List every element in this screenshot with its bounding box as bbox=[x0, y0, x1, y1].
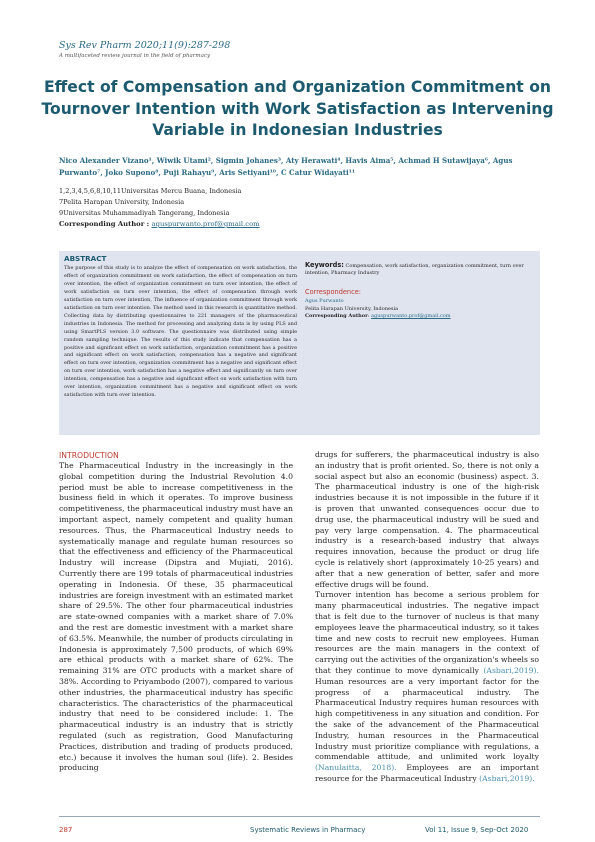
introduction-heading: INTRODUCTION bbox=[59, 451, 119, 460]
abstract-heading: ABSTRACT bbox=[64, 254, 107, 263]
author-list: Nico Alexander Vizano¹, Wiwik Utami², Sigmin Johanes³, Aty Herawati⁴, Havis Aima⁵, Achmad H Sutawijaya⁶, Agus Purwanto⁷, Joko Supono⁸, Puji Rahayu⁹, Aris Setiyani¹⁰, C Catur Widayati¹¹ bbox=[59, 156, 513, 177]
footer-volume: Vol 11, Issue 9, Sep-Oct 2020 bbox=[425, 826, 529, 834]
correspondence-affiliation: Pelita Harapan University, Indonesia bbox=[305, 306, 399, 312]
corresponding-label: Corresponding Author bbox=[59, 220, 145, 228]
paragraph: The Pharmaceutical Industry in the increasingly in the global competition during the Industrial Revolution 4.0 period must be able to increase competitiveness in the business field in which it operates. To improve business competitiveness, the pharmaceutical industry must have an important aspect, namely competent and quality human resources. Thus, the Pharmaceutical Industry needs to systematically manage and regulate human resources so that the effectiveness and efficiency of the Pharmaceutical Industry will increase (Dipstra and Mujiati, 2016). Currently there are 199 totals of pharmaceutical industries operating in Indonesia. Of these, 35 pharmaceutical industries are foreign investment with an estimated market share of 29.5%. The other four pharmaceutical industries are state-owned companies with a market share of 7.0% and the rest are domestic investment with a market share of 63.5%. Meanwhile, the number of products circulating in Indonesia is approximately 7,500 products, of which 69% are ethical products with a market share of 62%. The remaining 31% are OTC products with a market share of 38%. According to Priyambodo (2007), compared to various other industries, the pharmaceutical industry has specific characteristics. The characteristics of the pharmaceutical industry that need to be considered include: 1. The pharmaceutical industry is an industry that is strictly regulated (such as registration, Good Manufacturing Practices, distribution and trading of products produced, etc.) because it involves the human soul (life). 2. Besides producing bbox=[59, 461, 293, 773]
introduction-left-column bbox=[59, 461, 293, 774]
correspondence-email-line: Corresponding Author: aguspurwanto.prof@gmail.com bbox=[305, 313, 451, 319]
correspondence-name: Agus Purwanto bbox=[305, 298, 344, 304]
paragraph-text: Employees are an important resource for the Pharmaceutical Industry bbox=[315, 763, 539, 783]
abstract-body: The purpose of this study is to analyze the effect of compensation on work satisfaction, the effect of organization commitment on work satisfaction, the effect of compensation on turn over intention, the effect of organization commitment on turn over intention, the effect of work satisfaction on turn over intention, the effect of compensation through work satisfaction on turn over intention, The influence of organization commitment through work satisfaction on turn over intention. The method used in this research is quantitative method. Collecting data by distributing questionnaires to 221 managers of the pharmaceutical industries in Indonesia. The method for processing and analyzing data is by using PLS and using SmartPLS version 3.0 software. The questionnaire was distributed using simple random sampling technique. The results of this study indicate that compensation has a positive and significant effect on work satisfaction, organization commitment has a positive and significant effect on work satisfaction, compensation has a negative and significant effect on turn over intention, organization commitment has a negative and significant effect on turn over intention, work satisfaction has a negative effect and significantly on turn over intention, compensation has a negative and significant effect on work satisfaction with turn over intention, organization commitment has a negative and significant effect on work satisfaction with turn over intention. bbox=[64, 265, 297, 399]
keywords-text: Compensation, work satisfaction, organization commitment, turn over intention, Pharmacy Industry bbox=[305, 263, 524, 276]
introduction-right-column bbox=[315, 450, 539, 785]
corresponding-email-link[interactable]: aguspurwanto.prof@gmail.com bbox=[151, 220, 260, 228]
affiliation-2: 7Pelita Harapan University, Indonesia bbox=[59, 198, 185, 206]
footer-journal-name: Systematic Reviews in Pharmacy bbox=[250, 826, 366, 834]
paragraph-text: Human resources are a very important factor for the progress of a pharmaceutical industry. The Pharmaceutical Industry requires human resources with high competitiveness in any situation and condition. For the sake of the advancement of the Pharmaceutical Industry, human resources in the Pharmaceutical Industry must prioritize compliance with regulations, a commendable attitude, and unlimited work loyalty bbox=[315, 676, 539, 762]
corresponding-author: Corresponding Author : aguspurwanto.prof@gmail.com bbox=[59, 220, 260, 228]
citation-link[interactable]: (Asbari,2019). bbox=[483, 665, 539, 675]
correspondence-heading: Correspondence: bbox=[305, 288, 362, 296]
citation-link[interactable]: (Asbari,2019). bbox=[479, 773, 535, 783]
affiliation-1: 1,2,3,4,5,6,8,10,11Universitas Mercu Buana, Indonesia bbox=[59, 187, 242, 195]
correspondence-email-link[interactable]: aguspurwanto.prof@gmail.com bbox=[371, 313, 451, 319]
article-title: Effect of Compensation and Organization Commitment on Tournover Intention with Work Satisfaction as Intervening Variable in Indonesian Industries bbox=[41, 78, 554, 139]
paragraph-text: Turnover intention has become a serious problem for many pharmaceutical industries. The negative impact that is felt due to the turnover of nucleus is that many employees leave the pharmaceutical industry, so it takes time and new costs to recruit new employees. Human resources are the main managers in the context of carrying out the activities of the organization's wheels so that they continue to move dynamically bbox=[315, 590, 539, 675]
paragraph bbox=[315, 590, 539, 784]
footer-divider bbox=[59, 816, 540, 817]
affiliation-3: 9Universitas Muhammadiyah Tangerang, Indonesia bbox=[59, 209, 230, 217]
correspondence-label: Corresponding Author bbox=[305, 313, 368, 319]
page-number: 287 bbox=[59, 826, 73, 834]
keywords-label: Keywords: bbox=[305, 261, 344, 269]
paragraph: drugs for sufferers, the pharmaceutical industry is also an industry that is profit oriented. So, there is not only a social aspect but also an economic (business) aspect. 3. The pharmaceutical industry is one of the high-risk industries because it is not impossible in the future if it is proven that unwanted consequences occur due to drug use, the pharmaceutical industry will be sued and pay very large compensation. 4. The pharmaceutical industry is a research-based industry that always requires innovation, because the product or drug life cycle is relatively short (approximately 10-25 years) and after that a new generation of better, safer and more effective drugs will be found. bbox=[315, 450, 539, 589]
citation-link[interactable]: (Nanulaitta, 2018). bbox=[315, 763, 397, 773]
journal-citation: Sys Rev Pharm 2020;11(9):287-298 bbox=[59, 40, 231, 51]
journal-subtitle: A multifaceted review journal in the field of pharmacy bbox=[59, 53, 211, 59]
keywords bbox=[305, 262, 536, 277]
